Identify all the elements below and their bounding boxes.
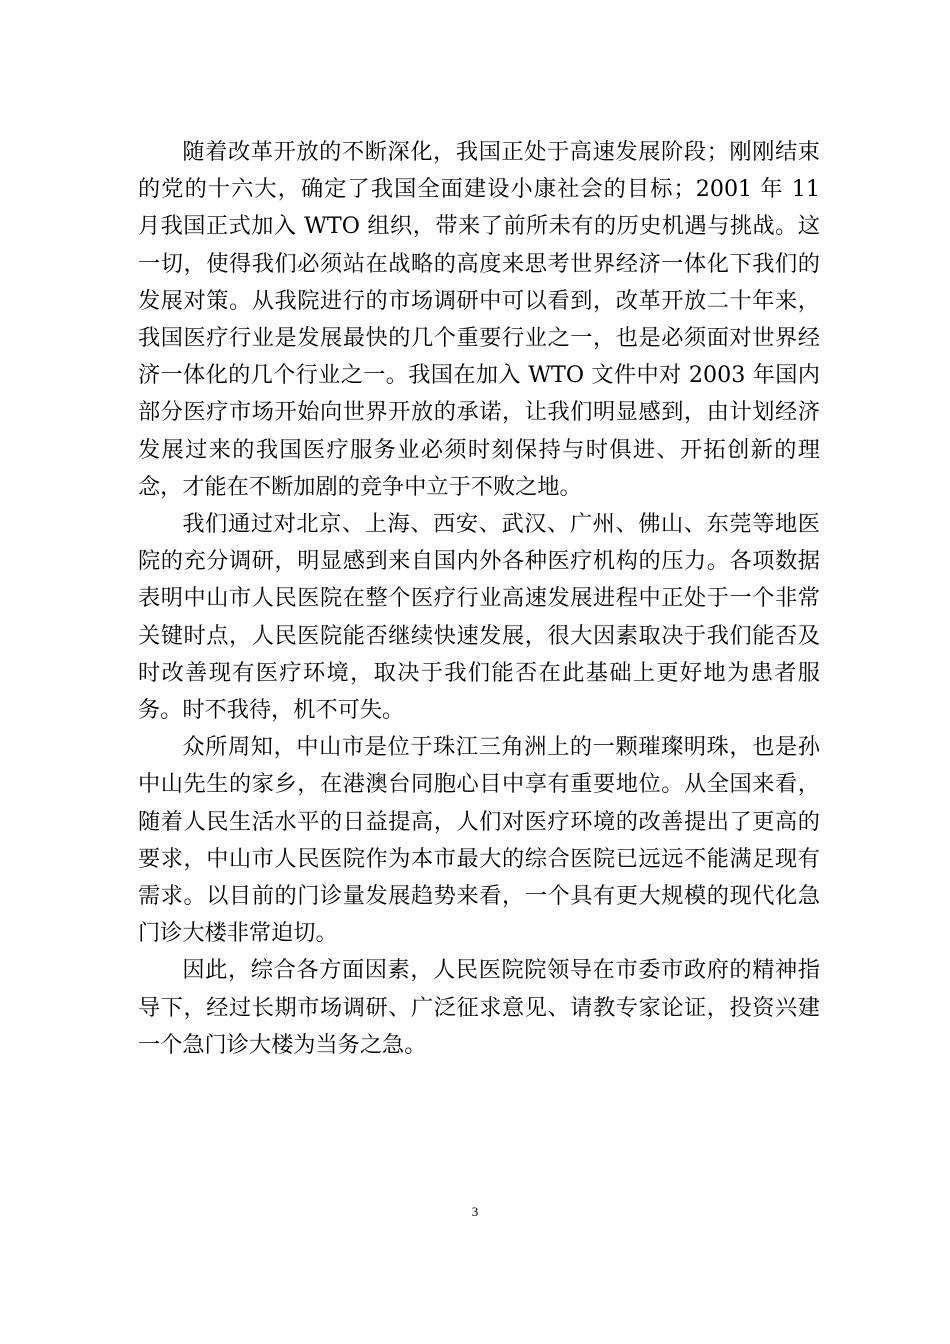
- body-text: [138, 134, 820, 1064]
- paragraph-4: 因此，综合各方面因素，人民医院院领导在市委市政府的精神指导下，经过长期市场调研、广泛征求意见、请教专家论证，投资兴建一个急门诊大楼为当务之急。: [138, 957, 820, 1058]
- paragraph-2: 我们通过对北京、上海、西安、武汉、广州、佛山、东莞等地医院的充分调研，明显感到来自国内外各种医疗机构的压力。各项数据表明中山市人民医院在整个医疗行业高速发展进程中正处于一个非常关键时点，人民医院能否继续快速发展，很大因素取决于我们能否及时改善现有医疗环境，取决于我们能否在此基础上更好地为患者服务。时不我待，机不可失。: [138, 511, 820, 724]
- paragraph-3: 众所周知，中山市是位于珠江三角洲上的一颗璀璨明珠，也是孙中山先生的家乡，在港澳台同胞心目中享有重要地位。从全国来看，随着人民生活水平的日益提高，人们对医疗环境的改善提出了更高的要求，中山市人民医院作为本市最大的综合医院已远远不能满足现有需求。以目前的门诊量发展趋势来看，一个具有更大规模的现代化急门诊大楼非常迫切。: [138, 734, 820, 947]
- paragraph-1: 随着改革开放的不断深化，我国正处于高速发展阶段；刚刚结束的党的十六大，确定了我国全面建设小康社会的目标；2001 年 11 月我国正式加入 WTO 组织，带来了前所未有的历史机遇与挑战。这一切，使得我们必须站在战略的高度来思考世界经济一体化下我们的发展对策。从我院进行的市场调研中可以看到，改革开放二十年来，我国医疗行业是发展最快的几个重要行业之一，也是必须面对世界经济一体化的几个行业之一。我国在加入 WTO 文件中对 2003 年国内部分医疗市场开始向世界开放的承诺，让我们明显感到，由计划经济发展过来的我国医疗服务业必须时刻保持与时俱进、开拓创新的理念，才能在不断加剧的竞争中立于不败之地。: [138, 139, 820, 500]
- page-number: 3: [471, 1204, 479, 1219]
